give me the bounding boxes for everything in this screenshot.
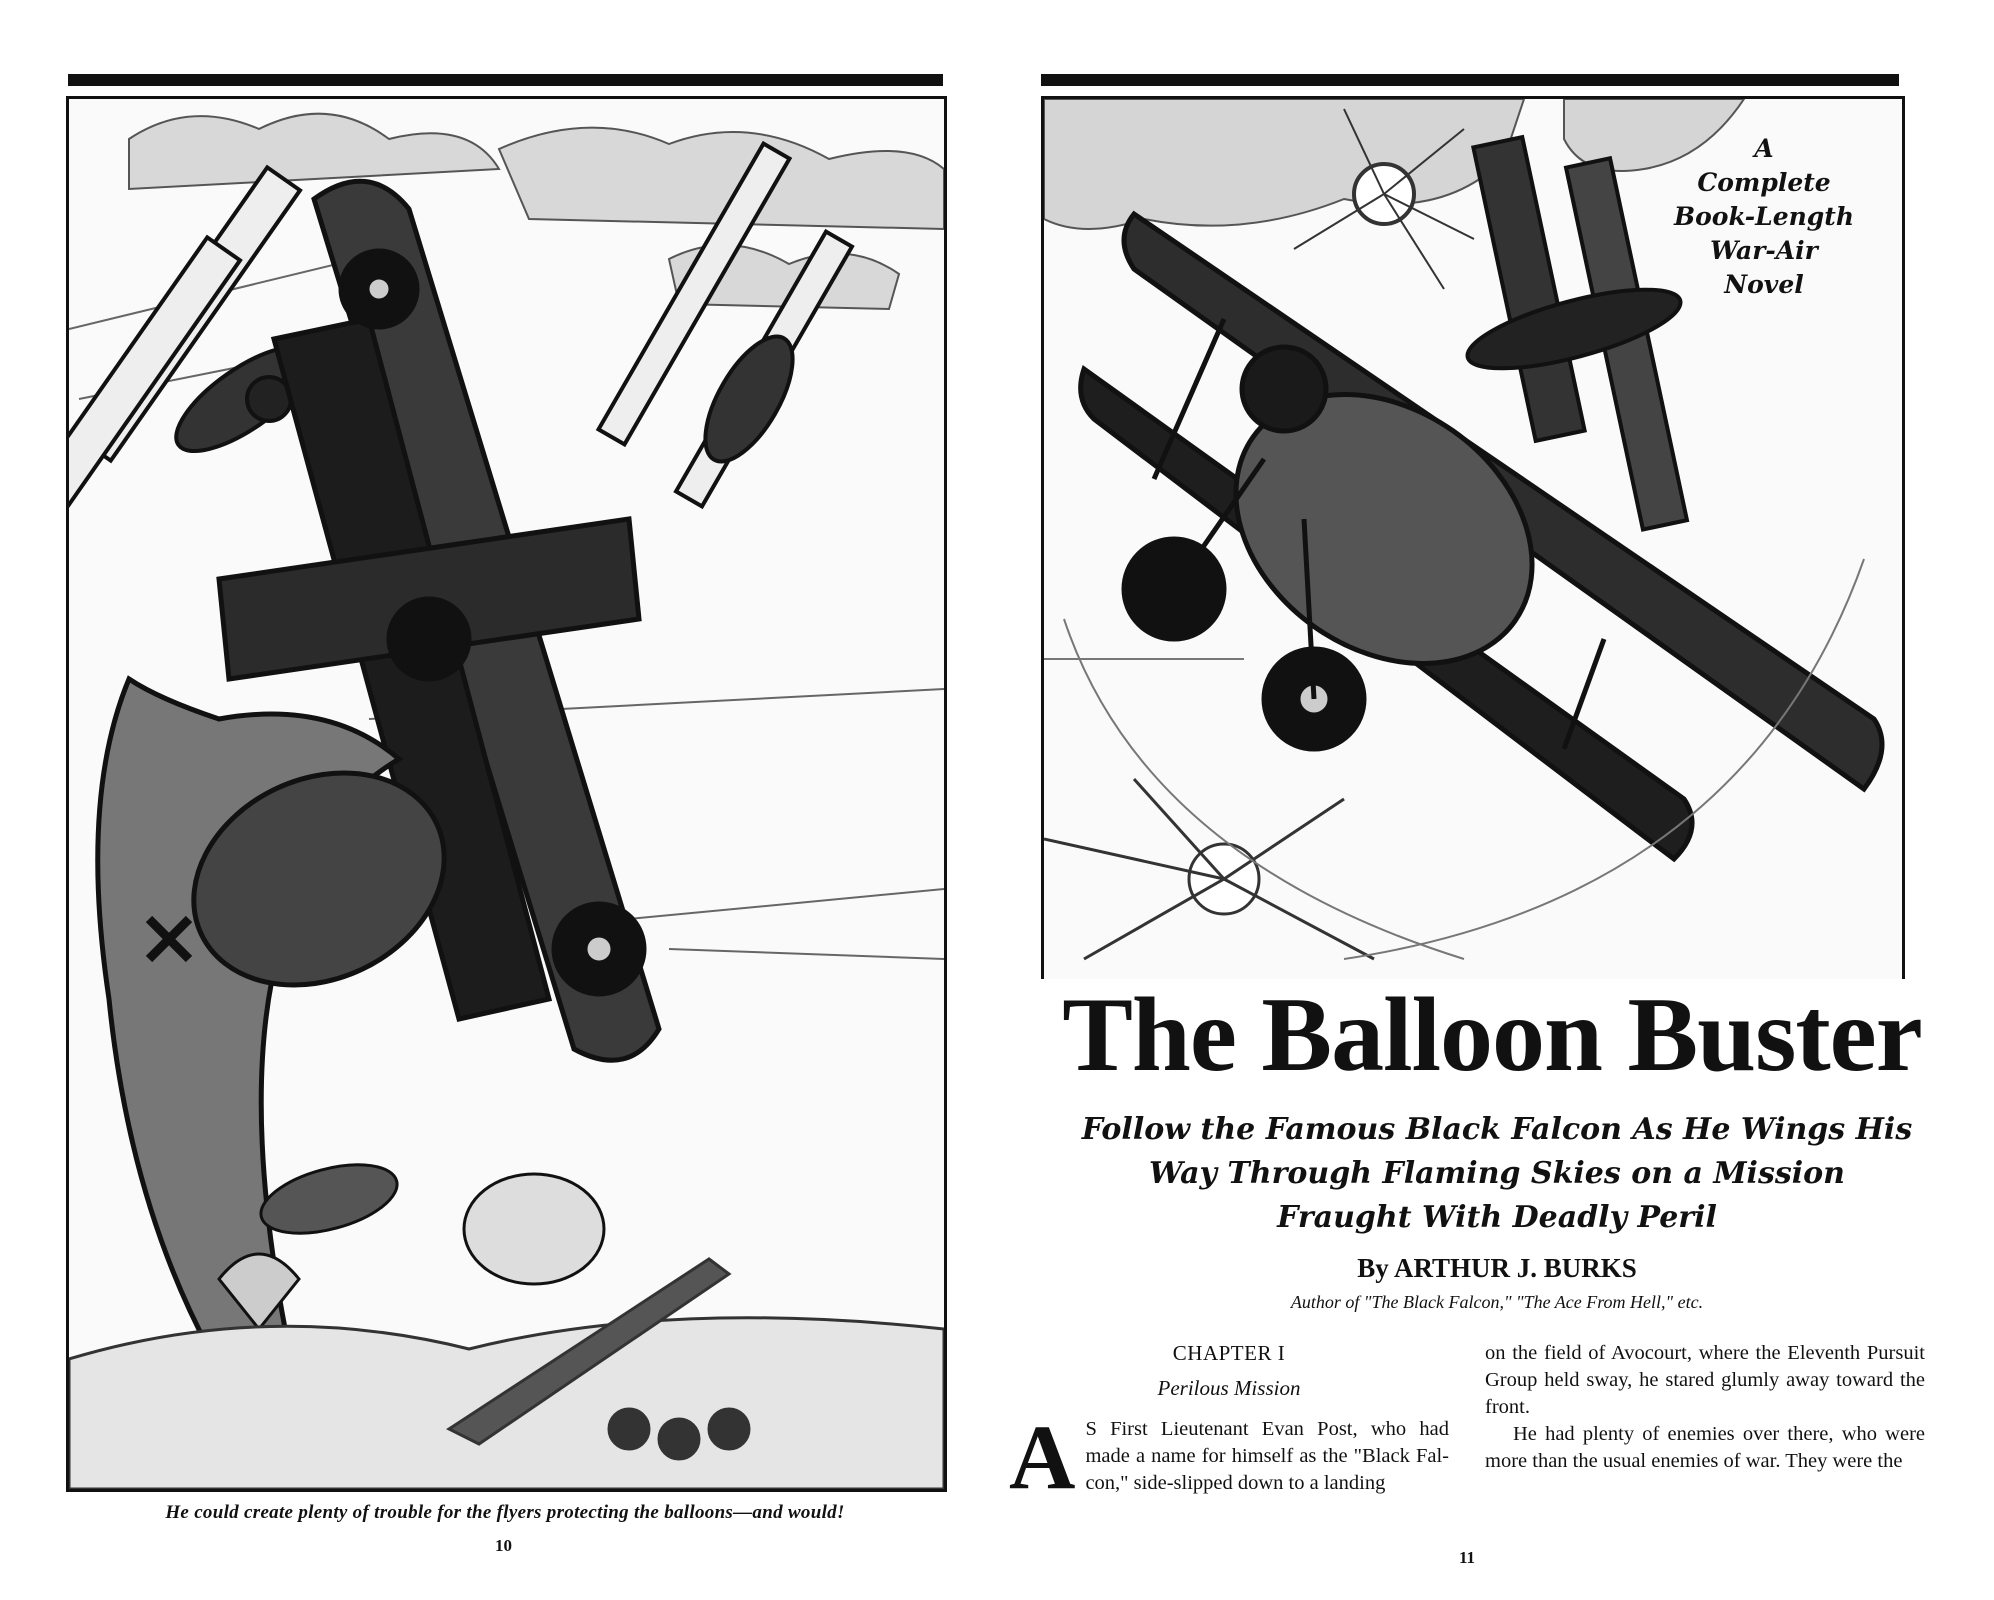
body-paragraph: on the field of Avocourt, where the Eleventh Pursuit Group held sway, he stared glumly away toward the front. <box>1485 1342 1925 1418</box>
dogfight-balloon-illustration <box>66 96 947 1492</box>
body-paragraph: He had plenty of enemies over there, who were more than the usual enemies of war. They were the <box>1485 1423 1925 1472</box>
text-column-2 <box>1485 1340 1925 1475</box>
chapter-title: Perilous Mission <box>1157 1376 1301 1400</box>
body-paragraph: S First Lieutenant Evan Post, who had made a name for himself as the "Black Fal-con," side-slipped down to a landing <box>1085 1418 1449 1494</box>
right-page <box>997 0 1994 1600</box>
illustration-caption: He could create plenty of trouble for the flyers protecting the balloons—and would! <box>165 1502 845 1523</box>
tagline-line: Novel <box>1724 270 1804 299</box>
tagline-line: War-Air <box>1710 236 1818 265</box>
subtitle-line: Follow the Famous Black Falcon As He Wings His <box>1081 1112 1913 1147</box>
illustration-art <box>69 99 944 1489</box>
story-subtitle <box>1037 1108 1957 1240</box>
drop-cap: A <box>1009 1406 1076 1508</box>
top-rule <box>68 74 943 86</box>
text-column-1 <box>1009 1340 1449 1508</box>
story-title: The Balloon Buster <box>1062 976 1922 1093</box>
tagline-line: Book-Length <box>1673 202 1855 231</box>
page-number: 10 <box>495 1536 512 1555</box>
subtitle-line: Way Through Flaming Skies on a Mission <box>1149 1156 1845 1191</box>
tagline-line: Complete <box>1697 168 1831 197</box>
page-number: 11 <box>1459 1548 1476 1567</box>
top-rule <box>1041 74 1899 86</box>
tagline-line: A <box>1754 134 1774 163</box>
novel-tagline <box>1664 132 1864 302</box>
byline: By ARTHUR J. BURKS <box>1357 1253 1637 1283</box>
author-credits: Author of "The Black Falcon," "The Ace From Hell," etc. <box>1290 1292 1704 1312</box>
subtitle-line: Fraught With Deadly Peril <box>1277 1200 1717 1235</box>
chapter-heading: CHAPTER I <box>1172 1341 1286 1365</box>
